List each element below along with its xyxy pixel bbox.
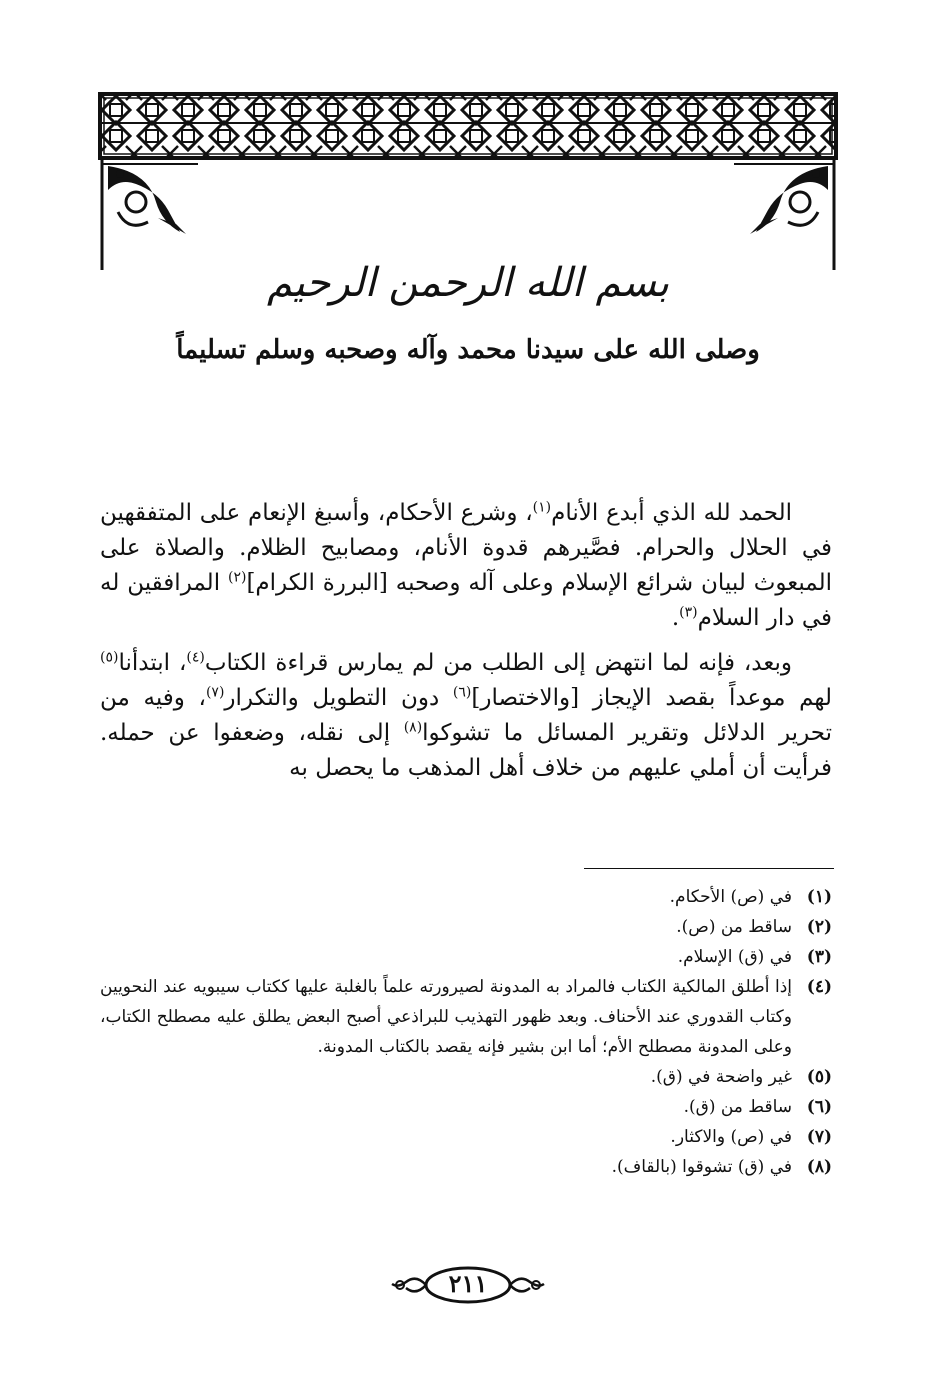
footnote-item (100, 882, 832, 912)
corner-ornament-icon (750, 166, 828, 234)
paragraph (100, 646, 832, 786)
footnote-number: (٥) (806, 1067, 832, 1087)
footnote-text: في (ق) تشوقوا (بالقاف). (611, 1157, 792, 1177)
footnote-ref: (٧) (205, 684, 225, 701)
footnote-ref: (٢) (227, 569, 247, 586)
text-segment: إلى نقله، وضعفوا عن حمله. فرأيت أن أملي عليهم من خلاف أهل المذهب ما يحصل به (100, 720, 832, 781)
text-segment: المرافقين له في دار السلام (100, 570, 832, 631)
text-segment: دون التطويل والتكرار (224, 685, 453, 711)
footnote-text: غير واضحة في (ق). (650, 1067, 792, 1087)
main-text (100, 496, 832, 796)
footnote-text: في (ص) والاكثار. (670, 1127, 792, 1147)
ornamental-border-icon (98, 92, 838, 272)
footnote-ref: (٨) (403, 719, 423, 736)
footnote-number: (١) (806, 887, 832, 907)
footnote-divider (584, 868, 834, 869)
footnote-number: (٢) (806, 917, 832, 937)
footnote-number: (٤) (806, 977, 832, 997)
footnote-text: في (ص) الأحكام. (669, 887, 792, 907)
footnote-ref: (٤) (186, 649, 205, 666)
corner-ornament-icon (108, 166, 186, 234)
footnote-text: في (ق) الإسلام. (677, 947, 792, 967)
footnote-ref: (٣) (679, 604, 698, 621)
footnote-ref: (٥) (100, 649, 119, 666)
footnote-item (100, 1152, 832, 1182)
page-number-block (388, 1260, 548, 1310)
footnote-ref: (١) (532, 499, 552, 516)
footnote-text: إذا أطلق المالكية الكتاب فالمراد به المدونة لصيرورته علماً بالغلبة عليها ككتاب سيبويه عند النحويين وكتاب القدوري عند الأحناف. وبعد ظهور التهذيب للبراذعي أصبح البعض يطلق عليه مصطلح الكتاب، وعلى المدونة مصطلح الأم؛ أما ابن بشير فإنه يقصد بالكتاب المدونة. (100, 977, 792, 1057)
footnote-item (100, 972, 832, 1062)
footnote-item (100, 1122, 832, 1152)
footnote-number: (٧) (806, 1127, 832, 1147)
footnote-item (100, 1092, 832, 1122)
paragraph (100, 496, 832, 636)
footnote-item (100, 942, 832, 972)
text-segment: ، وفيه من تحرير الدلائل وتقرير المسائل ما تشوكوا (100, 685, 833, 746)
salawat-line: وصلى الله على سيدنا محمد وآله وصحبه وسلم تسليماً (176, 335, 760, 365)
ornamental-header (98, 92, 838, 272)
footnote-text: ساقط من (ص). (676, 917, 792, 937)
footnote-item (100, 912, 832, 942)
footnote-number: (٣) (806, 947, 832, 967)
text-segment: وبعد، فإنه لما انتهض إلى الطلب من لم يمارس قراءة الكتاب (204, 650, 792, 676)
footnotes-list (100, 882, 832, 1182)
text-segment: ، ابتدأنا (118, 650, 187, 676)
basmala: بسم الله الرحمن الرحيم (266, 260, 670, 306)
footnote-number: (٦) (806, 1097, 832, 1117)
text-segment: لهم موعداً بقصد الإيجاز [والاختصار] (471, 685, 833, 711)
text-segment: . (671, 605, 680, 631)
footnote-text: ساقط من (ق). (683, 1097, 792, 1117)
page-number: ٢١١ (448, 1269, 488, 1298)
footnote-item (100, 1062, 832, 1092)
text-segment: ، وشرع الأحكام، وأسبغ الإنعام على المتفقهين في الحلال والحرام. فصَّيرهم قدوة الأنام، ومصابيح الظلام. والصلاة على المبعوث لبيان شرائع الإسلام وعلى آله وصحبه [البررة الكرام] (100, 500, 832, 596)
footnote-ref: (٦) (452, 684, 472, 701)
footnote-number: (٨) (806, 1157, 832, 1177)
text-segment: الحمد لله الذي أبدع الأنام (551, 500, 792, 526)
